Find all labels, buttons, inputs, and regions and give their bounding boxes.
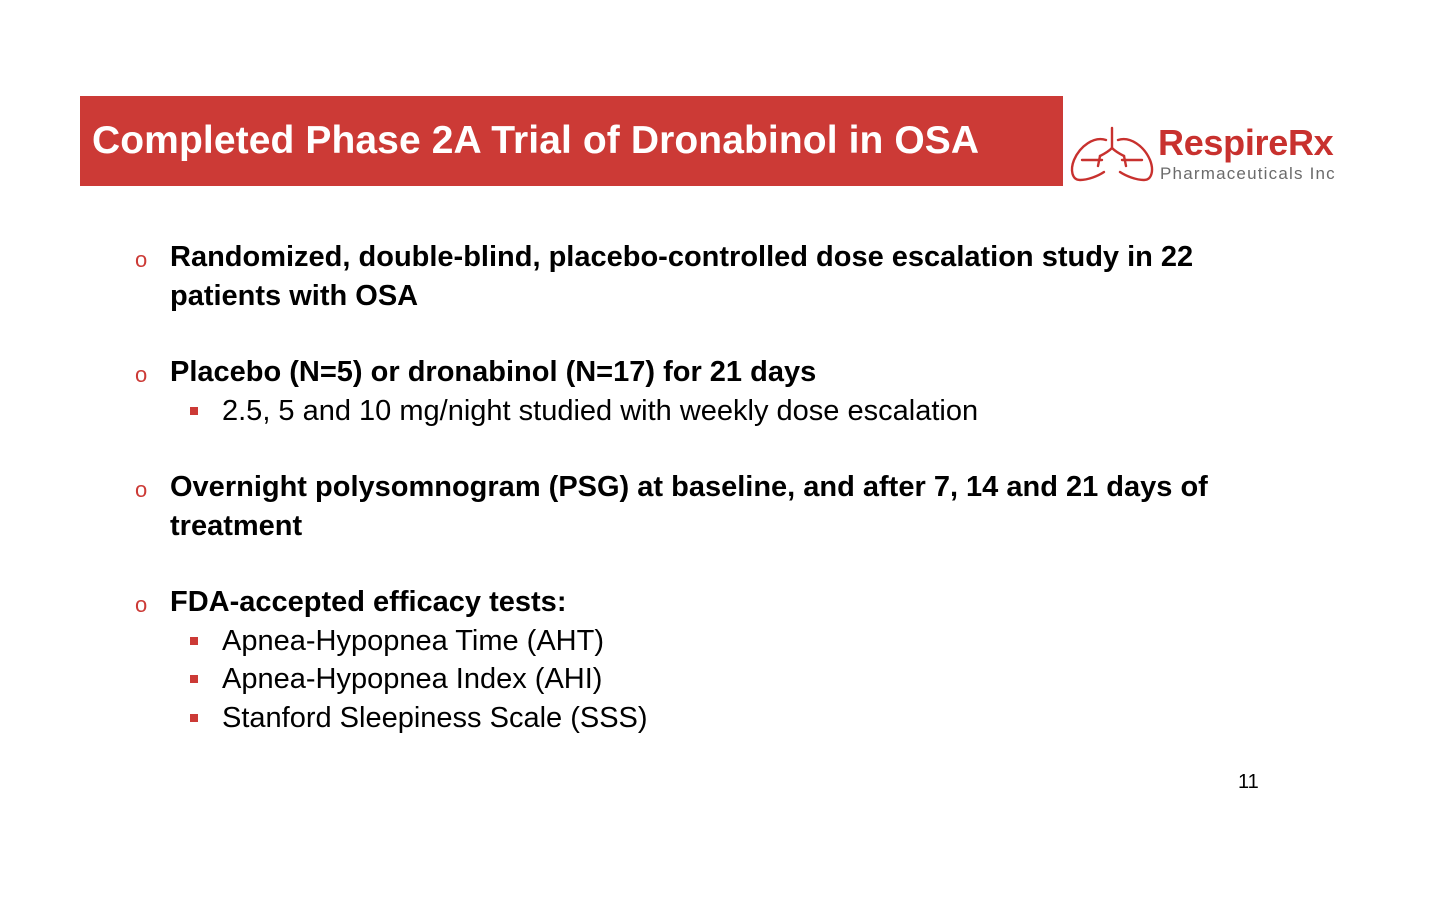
bullet-text: Randomized, double-blind, placebo-controlled dose escalation study in 22 patients with OSA: [170, 241, 1194, 312]
square-bullet-icon: [190, 637, 198, 645]
sub-bullet-item: [170, 622, 1250, 661]
bullet-item: [130, 353, 1250, 430]
bullet-marker: o: [135, 477, 148, 502]
bullet-text: Overnight polysomnogram (PSG) at baseline, and after 7, 14 and 21 days of treatment: [170, 471, 1208, 542]
bullet-text: Placebo (N=5) or dronabinol (N=17) for 21 days: [170, 356, 817, 388]
bullet-text: FDA-accepted efficacy tests:: [170, 586, 567, 618]
logo-name: RespireRx: [1158, 122, 1334, 163]
sub-bullet-text: Apnea-Hypopnea Time (AHT): [222, 624, 604, 657]
sub-bullet-item: [170, 699, 1250, 738]
bullet-list: [130, 238, 1250, 737]
sub-bullet-text: 2.5, 5 and 10 mg/night studied with weekly dose escalation: [222, 394, 979, 427]
square-bullet-icon: [190, 407, 198, 415]
bullet-item: [130, 468, 1250, 545]
logo-subtitle: Pharmaceuticals Inc: [1160, 164, 1336, 183]
sub-bullet-list: [170, 392, 1250, 431]
title-banner: [80, 96, 1063, 186]
page-number: 11: [1238, 771, 1259, 793]
lungs-icon: [1068, 126, 1156, 184]
square-bullet-icon: [190, 675, 198, 683]
bullet-marker: o: [135, 247, 148, 272]
company-logo: [1068, 122, 1368, 186]
sub-bullet-item: [170, 392, 1250, 431]
sub-bullet-text: Stanford Sleepiness Scale (SSS): [222, 701, 648, 734]
bullet-item: [130, 238, 1250, 315]
sub-bullet-text: Apnea-Hypopnea Index (AHI): [222, 663, 603, 695]
slide-title: Completed Phase 2A Trial of Dronabinol in OSA: [92, 119, 980, 162]
bullet-item: [130, 583, 1250, 737]
bullet-marker: o: [135, 592, 148, 617]
square-bullet-icon: [190, 714, 198, 722]
sub-bullet-list: [170, 622, 1250, 738]
bullet-marker: o: [135, 362, 148, 387]
sub-bullet-item: [170, 660, 1250, 699]
